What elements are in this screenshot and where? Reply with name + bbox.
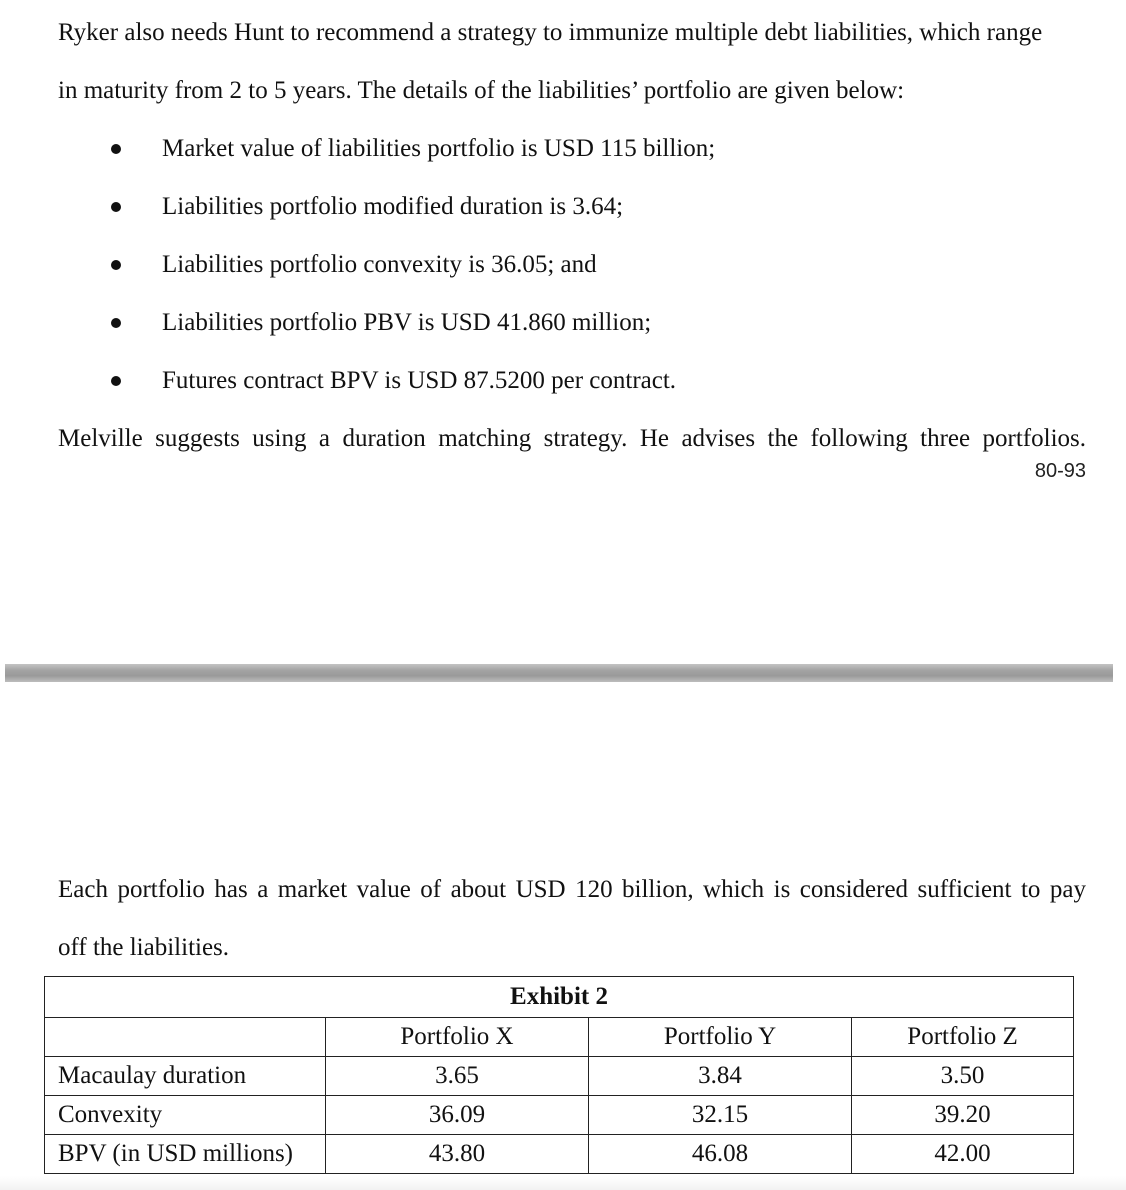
exhibit-table bbox=[44, 976, 1074, 1174]
list-item-text: Liabilities portfolio PBV is USD 41.860 million; bbox=[162, 309, 652, 336]
list-item-text: Market value of liabilities portfolio is USD 115 billion; bbox=[162, 135, 716, 162]
table-row bbox=[45, 1135, 1074, 1174]
row-label: Macaulay duration bbox=[45, 1057, 326, 1096]
table-cell: 36.09 bbox=[326, 1096, 589, 1135]
table-cell: 3.65 bbox=[326, 1057, 589, 1096]
exhibit-caption: Exhibit 2 bbox=[45, 977, 1074, 1018]
bullet-icon bbox=[111, 202, 121, 212]
intro-paragraph bbox=[58, 4, 1086, 120]
list-item-text: Liabilities portfolio convexity is 36.05; and bbox=[162, 251, 597, 278]
row-label: Convexity bbox=[45, 1096, 326, 1135]
list-item bbox=[0, 120, 1126, 178]
page-upper-section bbox=[0, 0, 1126, 520]
list-item bbox=[0, 178, 1126, 236]
page-divider bbox=[5, 664, 1113, 682]
page-number: 80-93 bbox=[1034, 460, 1086, 482]
header-cell-portfolio-x: Portfolio X bbox=[326, 1018, 589, 1057]
exhibit-caption-row bbox=[45, 977, 1074, 1018]
bullet-icon bbox=[111, 376, 121, 386]
table-cell: 46.08 bbox=[589, 1135, 852, 1174]
bullet-icon bbox=[111, 260, 121, 270]
bullet-icon bbox=[111, 318, 121, 328]
list-item bbox=[0, 236, 1126, 294]
table-cell: 3.84 bbox=[589, 1057, 852, 1096]
header-cell-portfolio-y: Portfolio Y bbox=[589, 1018, 852, 1057]
table-row bbox=[45, 1057, 1074, 1096]
strategy-paragraph: Melville suggests using a duration matching strategy. He advises the following three portfolios. bbox=[58, 425, 1086, 452]
list-item bbox=[0, 294, 1126, 352]
table-cell: 32.15 bbox=[589, 1096, 852, 1135]
table-cell: 42.00 bbox=[852, 1135, 1074, 1174]
header-cell-empty bbox=[45, 1018, 326, 1057]
intro-line-2: in maturity from 2 to 5 years. The details of the liabilities’ portfolio are given below: bbox=[58, 77, 905, 104]
list-item-text: Futures contract BPV is USD 87.5200 per contract. bbox=[162, 367, 677, 394]
table-cell: 43.80 bbox=[326, 1135, 589, 1174]
liabilities-details-list bbox=[0, 120, 1126, 410]
list-item-text: Liabilities portfolio modified duration is 3.64; bbox=[162, 193, 624, 220]
bottom-edge-shade bbox=[0, 1176, 1126, 1190]
bullet-icon bbox=[111, 144, 121, 154]
market-value-line-1: Each portfolio has a market value of about USD 120 billion, which is considered sufficient to pay bbox=[58, 876, 1086, 903]
market-value-line-2: off the liabilities. bbox=[58, 934, 230, 961]
table-cell: 3.50 bbox=[852, 1057, 1074, 1096]
table-header-row bbox=[45, 1018, 1074, 1057]
list-item bbox=[0, 352, 1126, 410]
market-value-paragraph bbox=[58, 861, 1086, 977]
intro-line-1: Ryker also needs Hunt to recommend a strategy to immunize multiple debt liabilities, which range bbox=[58, 19, 1043, 46]
table-row bbox=[45, 1096, 1074, 1135]
table-cell: 39.20 bbox=[852, 1096, 1074, 1135]
row-label: BPV (in USD millions) bbox=[45, 1135, 326, 1174]
header-cell-portfolio-z: Portfolio Z bbox=[852, 1018, 1074, 1057]
